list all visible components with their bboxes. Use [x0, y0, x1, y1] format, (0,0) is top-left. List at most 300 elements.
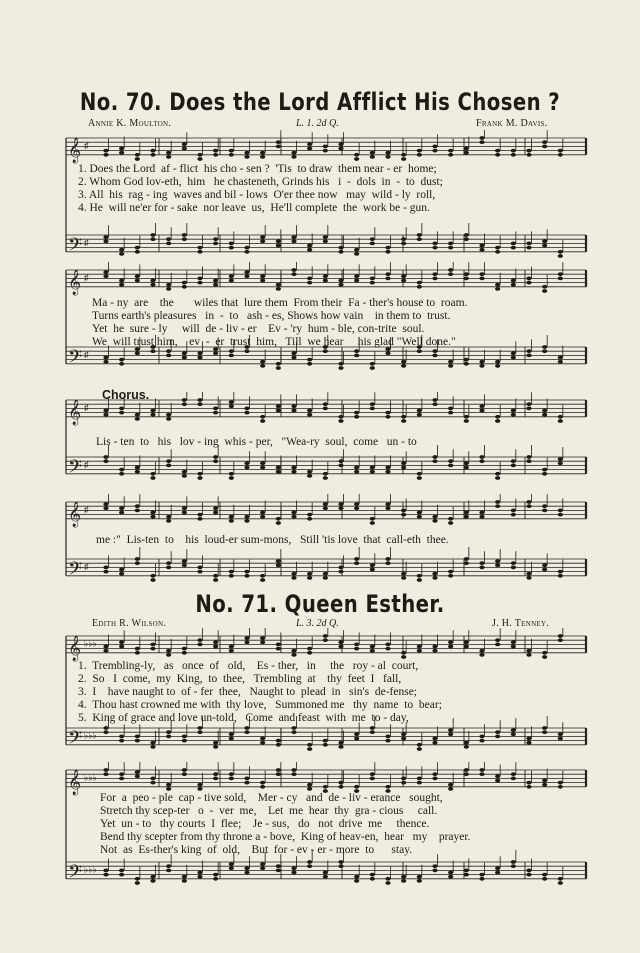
- note-head: [307, 864, 312, 868]
- note-head: [260, 511, 265, 515]
- note-head: [182, 147, 187, 151]
- note-head: [448, 153, 453, 157]
- note-head: [354, 153, 359, 157]
- note-head: [464, 466, 469, 470]
- note-head: [479, 244, 484, 248]
- note-head: [338, 864, 343, 868]
- note-head: [260, 466, 265, 470]
- note-head: [323, 349, 328, 353]
- note-head: [448, 149, 453, 153]
- note-head: [103, 869, 108, 873]
- note-head: [464, 645, 469, 649]
- key-signature-icon: ♯: [84, 459, 89, 470]
- note-head: [370, 649, 375, 653]
- hymn-70-author: Annie K. Moulton.: [88, 118, 172, 129]
- note-head: [150, 879, 155, 883]
- note-head: [542, 655, 547, 659]
- note-head: [354, 157, 359, 161]
- note-head: [323, 572, 328, 576]
- note-head: [401, 509, 406, 513]
- note-head: [417, 574, 422, 578]
- note-head: [103, 455, 108, 459]
- note-head: [464, 147, 469, 151]
- note-head: [150, 781, 155, 785]
- note-head: [291, 409, 296, 413]
- note-head: [197, 875, 202, 879]
- note-head: [370, 151, 375, 155]
- note-head: [526, 649, 531, 653]
- note-head: [432, 272, 437, 276]
- bass-clef-icon: 𝄢: [68, 234, 83, 260]
- note-head: [511, 242, 516, 246]
- note-head: [119, 772, 124, 776]
- note-head: [135, 157, 140, 161]
- note-head: [197, 476, 202, 480]
- key-signature-icon: ♭♭♭: [84, 772, 97, 783]
- note-head: [150, 413, 155, 417]
- note-head: [542, 472, 547, 476]
- note-head: [119, 279, 124, 283]
- note-head: [479, 653, 484, 657]
- note-head: [119, 411, 124, 415]
- note-head: [511, 351, 516, 355]
- note-head: [291, 151, 296, 155]
- note-head: [307, 860, 312, 864]
- note-head: [323, 739, 328, 743]
- note-head: [291, 653, 296, 657]
- note-head: [448, 246, 453, 250]
- note-head: [448, 574, 453, 578]
- note-head: [338, 741, 343, 745]
- note-head: [338, 506, 343, 510]
- note-head: [448, 517, 453, 521]
- note-head: [260, 866, 265, 870]
- note-head: [370, 877, 375, 881]
- note-head: [511, 864, 516, 868]
- note-head: [479, 735, 484, 739]
- note-head: [197, 157, 202, 161]
- note-head: [417, 237, 422, 241]
- note-head: [197, 730, 202, 734]
- note-head: [385, 881, 390, 885]
- note-head: [401, 576, 406, 580]
- note-head: [276, 409, 281, 413]
- note-head: [511, 772, 516, 776]
- note-head: [542, 285, 547, 289]
- note-head: [401, 781, 406, 785]
- note-head: [213, 283, 218, 287]
- note-head: [213, 411, 218, 415]
- note-head: [448, 364, 453, 368]
- note-head: [103, 502, 108, 506]
- note-head: [244, 461, 249, 465]
- note-head: [103, 570, 108, 574]
- note-head: [150, 283, 155, 287]
- note-head: [338, 459, 343, 463]
- note-head: [385, 466, 390, 470]
- note-head: [182, 511, 187, 515]
- note-head: [338, 645, 343, 649]
- note-head: [182, 281, 187, 285]
- note-head: [276, 647, 281, 651]
- note-head: [244, 777, 249, 781]
- note-head: [511, 860, 516, 864]
- treble-clef-icon: 𝄞: [68, 635, 82, 661]
- note-head: [385, 351, 390, 355]
- note-head: [338, 566, 343, 570]
- note-head: [464, 233, 469, 237]
- note-head: [197, 513, 202, 517]
- note-head: [495, 638, 500, 642]
- key-signature-icon: ♯: [84, 140, 89, 151]
- note-head: [495, 283, 500, 287]
- note-head: [260, 274, 265, 278]
- note-head: [166, 869, 171, 873]
- note-head: [260, 415, 265, 419]
- note-head: [213, 153, 218, 157]
- note-head: [542, 345, 547, 349]
- note-head: [307, 470, 312, 474]
- note-head: [244, 466, 249, 470]
- note-head: [370, 466, 375, 470]
- note-head: [401, 157, 406, 161]
- note-head: [291, 726, 296, 730]
- note-head: [511, 513, 516, 517]
- note-head: [103, 274, 108, 278]
- note-head: [432, 354, 437, 358]
- note-head: [135, 504, 140, 508]
- note-head: [135, 279, 140, 283]
- note-head: [166, 242, 171, 246]
- note-head: [307, 142, 312, 146]
- note-head: [338, 419, 343, 423]
- note-head: [323, 502, 328, 506]
- note-head: [464, 873, 469, 877]
- note-head: [511, 464, 516, 468]
- note-head: [385, 739, 390, 743]
- note-head: [479, 404, 484, 408]
- note-head: [150, 409, 155, 413]
- note-head: [244, 250, 249, 254]
- note-head: [135, 509, 140, 513]
- note-head: [526, 572, 531, 576]
- lyric-line: We will trust him, ev - er trust him, Till we hear his glad "Well done.": [92, 336, 456, 348]
- note-head: [542, 140, 547, 144]
- key-signature-icon: ♯: [84, 402, 89, 413]
- note-head: [558, 461, 563, 465]
- note-head: [103, 413, 108, 417]
- note-head: [323, 785, 328, 789]
- note-head: [150, 574, 155, 578]
- lyric-line: 1. Trembling-ly, as once of old, Es - ther, in the roy - al court,: [78, 660, 419, 672]
- note-head: [307, 362, 312, 366]
- note-head: [182, 563, 187, 567]
- note-head: [291, 466, 296, 470]
- note-head: [448, 645, 453, 649]
- note-head: [150, 233, 155, 237]
- treble-clef-icon: 𝄞: [68, 501, 82, 527]
- note-head: [307, 281, 312, 285]
- note-head: [511, 149, 516, 153]
- note-head: [338, 502, 343, 506]
- note-head: [479, 772, 484, 776]
- note-head: [417, 413, 422, 417]
- note-head: [370, 777, 375, 781]
- note-head: [448, 268, 453, 272]
- note-head: [182, 506, 187, 510]
- note-head: [229, 519, 234, 523]
- note-head: [291, 730, 296, 734]
- note-head: [260, 640, 265, 644]
- note-head: [370, 645, 375, 649]
- note-head: [464, 745, 469, 749]
- note-head: [526, 455, 531, 459]
- note-head: [370, 521, 375, 525]
- note-head: [182, 559, 187, 563]
- note-head: [448, 871, 453, 875]
- note-head: [511, 413, 516, 417]
- bass-clef-icon: 𝄢: [68, 456, 83, 482]
- note-head: [417, 149, 422, 153]
- note-head: [276, 517, 281, 521]
- note-head: [495, 871, 500, 875]
- note-head: [432, 455, 437, 459]
- note-head: [464, 869, 469, 873]
- note-head: [276, 563, 281, 567]
- note-head: [291, 772, 296, 776]
- note-head: [511, 566, 516, 570]
- note-head: [103, 235, 108, 239]
- note-head: [291, 871, 296, 875]
- note-head: [323, 274, 328, 278]
- hymn-70-meter: L. 1. 2d Q.: [296, 118, 339, 129]
- note-head: [542, 145, 547, 149]
- note-head: [385, 877, 390, 881]
- note-head: [338, 279, 343, 283]
- note-head: [307, 248, 312, 252]
- note-head: [229, 149, 234, 153]
- note-head: [276, 287, 281, 291]
- note-head: [354, 643, 359, 647]
- bass-clef-icon: 𝄢: [68, 346, 83, 372]
- note-head: [307, 517, 312, 521]
- note-head: [166, 653, 171, 657]
- note-head: [244, 871, 249, 875]
- note-head: [526, 149, 531, 153]
- note-head: [291, 404, 296, 408]
- lyric-line: 2. So I come, my King, to thee, Trembling at thy feet I fall,: [78, 673, 402, 685]
- note-head: [182, 142, 187, 146]
- note-head: [166, 730, 171, 734]
- note-head: [542, 783, 547, 787]
- note-head: [213, 351, 218, 355]
- note-head: [432, 649, 437, 653]
- note-head: [119, 739, 124, 743]
- note-head: [291, 268, 296, 272]
- note-head: [135, 881, 140, 885]
- note-head: [432, 576, 437, 580]
- note-head: [291, 239, 296, 243]
- note-head: [150, 741, 155, 745]
- note-head: [291, 470, 296, 474]
- note-head: [166, 735, 171, 739]
- note-head: [432, 349, 437, 353]
- lyric-line: 5. King of grace and love un-told, Come and feast with me to - day,: [78, 712, 409, 724]
- note-head: [307, 572, 312, 576]
- bass-clef-icon: 𝄢: [68, 727, 83, 753]
- note-head: [401, 572, 406, 576]
- note-head: [150, 472, 155, 476]
- note-head: [150, 237, 155, 241]
- note-head: [479, 360, 484, 364]
- note-head: [103, 153, 108, 157]
- note-head: [479, 277, 484, 281]
- note-head: [323, 407, 328, 411]
- note-head: [323, 871, 328, 875]
- note-head: [197, 871, 202, 875]
- note-head: [244, 636, 249, 640]
- lyric-line: Lis - ten to his lov - ing whis - per, "Wea-ry soul, come un - to: [96, 436, 417, 448]
- note-head: [229, 242, 234, 246]
- note-head: [166, 649, 171, 653]
- note-head: [213, 459, 218, 463]
- note-head: [526, 500, 531, 504]
- note-head: [448, 728, 453, 732]
- note-head: [526, 873, 531, 877]
- note-head: [479, 561, 484, 565]
- note-head: [354, 785, 359, 789]
- note-head: [511, 409, 516, 413]
- note-head: [213, 745, 218, 749]
- note-head: [495, 866, 500, 870]
- note-head: [526, 277, 531, 281]
- note-head: [385, 506, 390, 510]
- note-head: [213, 279, 218, 283]
- note-head: [307, 783, 312, 787]
- note-head: [119, 640, 124, 644]
- note-head: [338, 362, 343, 366]
- note-head: [260, 360, 265, 364]
- note-head: [135, 774, 140, 778]
- note-head: [448, 272, 453, 276]
- note-head: [401, 651, 406, 655]
- note-head: [354, 561, 359, 565]
- note-head: [401, 777, 406, 781]
- note-head: [150, 511, 155, 515]
- note-head: [244, 519, 249, 523]
- note-head: [479, 873, 484, 877]
- note-head: [464, 461, 469, 465]
- note-head: [166, 283, 171, 287]
- note-head: [213, 640, 218, 644]
- note-head: [323, 402, 328, 406]
- note-head: [166, 561, 171, 565]
- note-head: [260, 636, 265, 640]
- note-head: [244, 151, 249, 155]
- note-head: [323, 239, 328, 243]
- lyric-line: 2. Whom God lov-eth, him he chasteneth, Grinds his i - dols in - to dust;: [78, 176, 443, 188]
- note-head: [370, 277, 375, 281]
- note-head: [511, 279, 516, 283]
- note-head: [103, 768, 108, 772]
- lyric-line: Yet un - to thy courts I flee; Je - sus, do not drive me thence.: [100, 818, 430, 830]
- lyric-line: 3. All his rag - ing waves and bil - lows O'er thee now may wild - ly roll,: [78, 189, 436, 201]
- note-head: [182, 768, 187, 772]
- note-head: [479, 511, 484, 515]
- note-head: [479, 364, 484, 368]
- note-head: [464, 741, 469, 745]
- note-head: [370, 366, 375, 370]
- note-head: [354, 647, 359, 651]
- note-head: [558, 732, 563, 736]
- note-head: [432, 459, 437, 463]
- note-head: [150, 745, 155, 749]
- note-head: [229, 515, 234, 519]
- note-head: [432, 277, 437, 281]
- note-head: [307, 474, 312, 478]
- note-head: [558, 277, 563, 281]
- note-head: [448, 570, 453, 574]
- key-signature-icon: ♯: [84, 349, 89, 360]
- note-head: [323, 149, 328, 153]
- note-head: [417, 649, 422, 653]
- note-head: [276, 366, 281, 370]
- note-head: [244, 407, 249, 411]
- note-head: [464, 515, 469, 519]
- note-head: [119, 358, 124, 362]
- note-head: [338, 415, 343, 419]
- note-head: [448, 411, 453, 415]
- note-head: [197, 783, 202, 787]
- note-head: [526, 785, 531, 789]
- note-head: [260, 574, 265, 578]
- note-head: [432, 777, 437, 781]
- note-head: [417, 285, 422, 289]
- note-head: [150, 643, 155, 647]
- note-head: [542, 563, 547, 567]
- note-head: [511, 732, 516, 736]
- note-head: [354, 737, 359, 741]
- note-head: [260, 239, 265, 243]
- note-head: [385, 415, 390, 419]
- note-head: [291, 768, 296, 772]
- note-head: [354, 349, 359, 353]
- note-head: [479, 409, 484, 413]
- note-head: [244, 570, 249, 574]
- note-head: [354, 279, 359, 283]
- note-head: [526, 741, 531, 745]
- note-head: [135, 466, 140, 470]
- lyric-line: Turns earth's pleasures in - to ash - es, Shows how vain in them to trust.: [92, 310, 451, 322]
- note-head: [307, 747, 312, 751]
- note-head: [166, 354, 171, 358]
- note-head: [323, 476, 328, 480]
- note-head: [103, 356, 108, 360]
- note-head: [197, 250, 202, 254]
- note-head: [244, 726, 249, 730]
- note-head: [307, 147, 312, 151]
- note-head: [135, 250, 140, 254]
- note-head: [464, 358, 469, 362]
- note-head: [213, 455, 218, 459]
- note-head: [135, 417, 140, 421]
- note-head: [526, 407, 531, 411]
- note-head: [260, 741, 265, 745]
- note-head: [385, 155, 390, 159]
- note-head: [432, 864, 437, 868]
- note-head: [323, 279, 328, 283]
- note-head: [323, 235, 328, 239]
